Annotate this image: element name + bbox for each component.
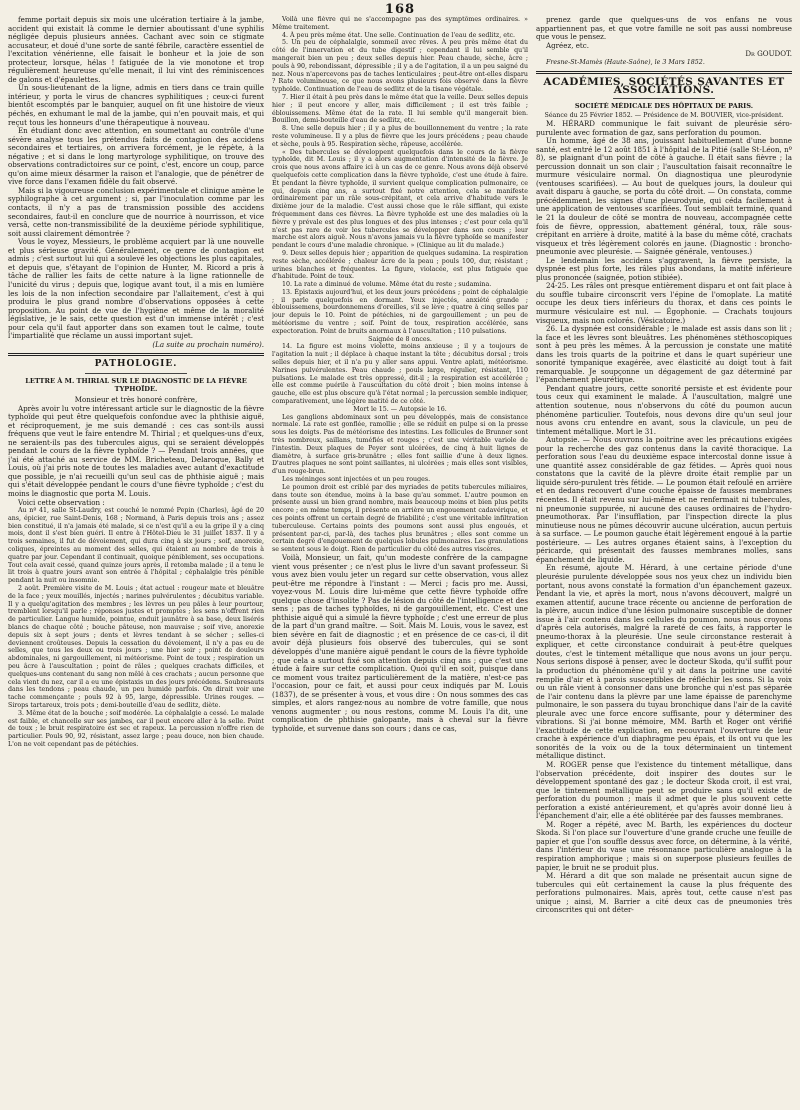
society-paragraph: Pendant quatre jours, cette sonorité persiste et est évidente pour tous ceux qui examinent le malade. À l'auscultation, malgré une attention soutenue, nous n'observons du côté du poumon aucun phénomène particulier. Toutefois, nous devons dire qu'un seul jour nous avons cru entendre en avant, sous la clavicule, un peu de tintement métallique. Mort le 31.: [536, 383, 792, 436]
society-paragraph: 24-25. Les râles ont presque entièrement disparu et ont fait place à du souffle tubaire circonscrit vers l'épine de l'omoplate. La matité occupe les deux tiers inférieurs du thorax, et dans ces points le murmure vésiculaire est nul. — Égophonie. — Crachats toujours visqueux, mais non colorés. (Vésicatoire.): [536, 281, 792, 325]
columns: [8, 16, 792, 1106]
title-underline: [613, 98, 715, 99]
observation-paragraph: Le poumon droit est criblé par des myriades de petits tubercules miliaires, dans toute son étendue, moins à la base qu'au sommet. L'autre poumon en présente aussi un bien grand nombre, mais beaucoup moins et bien plus petits encore ; en même temps, il présente en arrière un engouement cadavérique, et ces points offrent un certain degré de friabilité ; c'est une véritable infiltration tuberculeuse. Certains points des poumons sont aussi plus engoués, et présentent par-ci, par-là, des taches plus brunâtres ; elles sont comme un certain degré d'engouement de quelques lobules pulmonaires. Les granulations se sentent sous le doigt. Rien de particulier du côté des autres viscères.: [272, 483, 528, 554]
section-divider: [8, 353, 264, 356]
section-title-pathologie: PATHOLOGIE.: [94, 359, 178, 370]
closing: Agréez, etc.: [546, 40, 589, 50]
signature-place: Fresne-St-Mamès (Haute-Saône), le 3 Mars 1852.: [546, 58, 705, 66]
col1-paragraph: Vous le voyez, Messieurs, le problème acquiert par là une nouvelle et plus sérieuse gravité. Généralement, ce genre de contagion est admis ; c'est surtout lui qui a soulevé les objections les plus capitales, et depuis que, s'étayant de l'opinion de Hunter, M. Ricord a pris à tâche de rallier les faits de cette nature à la ligne rationnelle de l'unicité du virus ; depuis que, logique avant tout, il a mis en lumière les lois de la non infection secondaire par l'allaitement, c'est à qui produira le plus grand nombre d'observations opposées à cette proposition. Au point de vue de l'hygiène et même de la moralité législative, je le sais, cette question est d'un immense intérêt ; c'est pour cela qu'il faut apporter dans son examen tout le calme, toute l'impartialité que réclame un aussi important sujet.: [8, 237, 264, 341]
page-number: 168: [384, 2, 416, 17]
society-paragraph: Autopsie. — Nous ouvrons la poitrine avec les précautions exigées pour la recherche des gaz contenus dans la cavité thoracique. La perforation sous l'eau du deuxième espace intercostal donne issue à une quantité assez considérable de gaz fétides. — Après quoi nous constatons que la cavité de la plèvre droite était remplie par un liquide séro-purulent très fétide. — Le poumon était refoulé en arrière et en dedans recouvert d'une couche épaisse de fausses membranes récentes. Il était revenu sur lui-même et ne renfermait ni tubercules, ni pneumonie suppurée, ni aucune des causes ordinaires de l'hydro-pneumothorax. Par l'insufflation, par l'inspection directe la plus minutieuse nous ne pûmes découvrir aucune ulcération, aucun pertuis à sa surface. — Le poumon gauche était légèrement engoué à la partie postérieure. — Les autres organes étaient sains, à l'exception du péricarde, qui présentait des fausses membranes molles, sans épanchement de liquide.: [536, 435, 792, 564]
column-2: [272, 16, 528, 1106]
observation-paragraph: 14. La figure est moins violette, moins anxieuse ; il y a toujours de l'agitation la nuit ; il déplace à chaque instant la tête ; décubitus dorsal ; trois selles depuis hier, et il n'a pu y aller sans appui. Ventre aplati, météorisme. Narines pulvérulentes. Peau chaude ; pouls large, régulier, résistant, 110 pulsations. Le malade est très oppressé, dit-il ; la respiration est accélérée ; elle est comme puérile à l'auscultation du côté droit ; bien moins intense à gauche, elle est plus obscure qu'à l'état normal ; la percussion semble indiquer, comparativement, une légère matité de ce côté.: [272, 343, 528, 406]
society-paragraph: 26. La dyspnée est considérable ; le malade est assis dans son lit ; la face et les lèvres sont bleuâtres. Les phénomènes stéthoscopiques sont à peu près les mêmes. À la percussion je constate une matité dans les trois quarts de la poitrine et dans le quart supérieur une sonorité tympanique exagérée, avec élasticité au doigt tout à fait remarquable. Je soupçonne un dégagement de gaz déterminé par l'épanchement pleurétique.: [536, 324, 792, 385]
col1-paragraph: Mais si la vigoureuse conclusion expérimentale et clinique amène le syphilographe à cet argument ; si, par l'inoculation comme par les contacts, il n'y a pas de transmission possible des accidens secondaires, faut-il en conclure que de nourrice à nourrisson, et vice versâ, cette non-transmissibilité de la deuxième période syphilitique, soit aussi clairement démontrée ?: [8, 185, 264, 238]
society-paragraph: En résumé, ajoute M. Hérard, à une certaine période d'une pleurésie purulente développée sous nos yeux chez un individu bien portant, nous avons constaté la formation d'un épanchement gazeux. Pendant la vie, et après la mort, nous n'avons découvert, malgré un examen attentif, aucune trace récente ou ancienne de perforation de la plèvre, aucun indice d'une lésion pulmonaire susceptible de donner issue à l'air contenu dans les cellules du poumon, nous nous croyons d'après cela autorisés, malgré la rareté de ces faits, à rapporter le pneumo-thorax à la pleurésie. Une seule circonstance resterait à expliquer, et cette circonstance conduirait à peut-être quelques doutes, c'est le tintement métallique que nous avons un jour perçu. Nous serions disposé à penser, avec le docteur Skoda, qu'il suffit pour la production du phénomène qu'il y ait dans la poitrine une cavité remplie d'air et à parois susceptibles de réfléchir les sons. Si la voix ou un râle vient à consonner dans une bronche qui n'est pas séparée de l'air contenu dans la plèvre par une lame épaisse de parenchyme pulmonaire, le son passera du tuyau bronchique dans l'air de la cavité pleurale avec une force encore suffisante, pour y déterminer des vibrations. Si j'ai bonne mémoire, MM. Barth et Roger ont vérifié l'exactitude de cette explication, en recouvrant l'ouverture de leur crache à expérience d'un diaphragme peu épais, et ils ont vu que les sonorités de la voix ou de la toux déterminaient un tintement métallique distinct.: [536, 563, 792, 761]
society-paragraph: M. HÉRARD communique le fait suivant de pleurésie séro-purulente avec formation de gaz, sans perforation du poumon.: [536, 118, 792, 137]
observation-paragraph: 13. Épistaxis aujourd'hui, et les deux jours précédens ; point de céphalalgie ; il parle quelquefois en dormant. Yeux injectés, anxiété grande ; éblouissemens, bourdonnemens d'oreilles, s'il se lève ; quatre à cinq selles par jour depuis le 10. Point de pétéchies, ni de gargouillement ; un peu de météorisme du ventre ; soif. Point de toux, respiration accélérée, sans expectoration. Point de bruits anormaux à l'auscultation ; 110 pulsations.: [272, 288, 528, 335]
observation-paragraph: 7. Hier il était à peu près dans le même état que la veille. Deux selles depuis hier ; il peut encore y aller, mais difficilement ; il est très faible ; éblouissemens. Même état de la rate. Il lui semble qu'il mangerait bien. Bouillon, demi-bouteille d'eau de sedlitz, etc.: [272, 93, 528, 125]
observation-paragraph: Voilà une fièvre qui ne s'accompagne pas des symptômes ordinaires. » Même traitement.: [272, 16, 528, 31]
observation-paragraph: 5. Un peu de céphalalgie, sommeil avec rêves. À peu près même état du côté de l'innervation et du tube digestif ; cependant il lui semble qu'il mangerait bien un peu ; deux selles depuis hier. Peau chaude, sèche, âcre ; pouls à 90, rebondissant, dépressible ; il y a de l'agitation, il a un peu saigné du nez. Nous n'apercevons pas de taches lenticulaires ; peut-être ont-elles disparu ? Rate volumineuse, ce que nous avons plusieurs fois observé dans la fièvre typhoïde. Continuation de l'eau de sedlitz et de la tisane végétale.: [272, 39, 528, 94]
column-1: [8, 16, 264, 1106]
letter-paragraph: prenez garde que quelques-uns de vos enfans ne vous appartiennent pas, et que votre famille ne soit pas aussi nombreuse que vous le pensez.: [536, 16, 792, 42]
col1-paragraph: Un sous-lieutenant de la ligne, admis en tiers dans ce train quille intérieur, y porta le virus de chancres syphilitiques ; ceux-ci furent bientôt escomptés par le banquier, auquel on fit une histoire de vieux péchés, en exhumant le mal de la jambe, qui n'en pouvait mais, et qui reçut tous les honneurs d'une thérapeutique à nouveau.: [8, 83, 264, 127]
section-divider: [536, 71, 792, 74]
letter-title: LETTRE À M. THIRIAL SUR LE DIAGNOSTIC DE LA FIÈVRE TYPHOÏDE.: [25, 376, 247, 394]
observation-paragraph: 2 août. Première visite de M. Louis ; état actuel : rougeur mate et bleuâtre de la face ; yeux mouillés, injectés ; narines pulvérulentes ; décubitus variable. Il y a quelqu'agitation des membres ; les lèvres un peu pâles à leur pourtour, tremblent lorsqu'il parle ; réponses justes et promptes ; les sens n'offrent rien de particulier. Langue humide, pointue, enduit jaunâtre à sa base, deux lisérés blancs de chaque côté ; bouche pâteuse, non mauvaise ; soif vive, anorexie depuis six à sept jours ; dents et lèvres tendant à se sécher ; selles-ci deviennent croûteuses. Depuis la cessation du dévoiement, il n'y a pas eu de selles, que tous les deux ou trois jours ; une hier soir ; point de douleurs abdominales, ni gargouillement, ni météorisme. Point de toux ; respiration un peu âcre à l'auscultation ; point de râles ; quelques crachats difficiles, et quelques-uns contenant du sang non mêlé à ces crachats ; aucun personne que cela vient du nez, car il a eu une épistaxis un des jours précédens. Soubresauts dans les tendons ; peau chaude, un peu humide parfois. On dirait voir une tache commençante ; pouls 92 à 95, large, dépressible. Urines rouges. — Sirops tartareux, trois pots ; demi-bouteille d'eau de sedlitz, diète.: [8, 585, 264, 709]
section-title-academies: ACADÉMIES, SOCIÉTÉS SAVANTES ET ASSOCIATIONS.: [543, 75, 785, 97]
col1-paragraph: En étudiant donc avec attention, en soumettant au contrôle d'une sévère analyse tous les prétendus faits de contagion des accidens secondaires et tertiaires, on arrivera forcément, je le répète, à la négative ; et si dans le long martyrologe syphilitique, on trouve des observations contradictoires sur ce point, c'est, encore un coup, parce qu'on aime mieux désarmer la raison et l'analogie, que de pénétrer de vive force dans l'examen fidèle du fait observé.: [8, 126, 264, 187]
continued-note: (La suite au prochain numéro).: [152, 339, 264, 349]
observation-paragraph: 3. Même état de la bouche ; soif modérée. La céphalalgie a cessé. Le malade est faible, et chancelle sur ses jambes, car il peut encore aller à la selle. Point de toux ; le bruit respiratoire est sec et rapeux. La percussion n'offre rien de particulier. Pouls 90, 92, résistant, assez large ; peau douce, non bien chaude. L'on ne voit cependant pas de pétéchies.: [8, 709, 264, 748]
observation-paragraph: 4. À peu près même état. Une selle. Continuation de l'eau de sedlitz, etc.: [282, 31, 516, 39]
observation-paragraph: Au nº 41, salle St-Laudry, est couché le nommé Pepin (Charles), âgé de 20 ans, épicier, rue Saint-Denis, 168 ; Normand, à Paris depuis trois ans ; assez bien constitué, il n'a jamais été malade, si ce n'est qu'il a eu la gripe il y a cinq mois, dont il s'est bien guéri. Il entre à l'Hôtel-Dieu le 31 juillet 1837. Il y a trois semaines, il fut de dévoiement, qui dura cinq à six jours ; soif, anorexie, coliques, épreintes au moment des selles, qui étaient au nombre de trois à quatre par jour. Cependant il continuait, quoique péniblement, ses occupations. Tout cela avait cessé, quand quinze jours après, il retomba malade ; il a tenu le lit trois à quatre jours avant son entrée à l'hôpital ; céphalalgie très pénible pendant la nuit ou insomnie.: [8, 507, 264, 585]
signature: Dr GOUDOT.: [745, 49, 792, 59]
observation-paragraph: Saignée de 8 onces.: [368, 335, 432, 343]
society-title: SOCIÉTÉ MÉDICALE DES HÔPITAUX DE PARIS.: [574, 101, 754, 110]
title-underline: [85, 373, 187, 374]
society-paragraph: M. Roger a répété, avec M. Barth, les expériences du docteur Skoda. Si l'on place sur l'ouverture d'une grande cruche une feuille de papier et que l'on souffle dessus avec force, on détermine, à la vérité, dans l'intérieur du vase une résonnance particulière analogue à la respiration amphorique ; mais si on superpose plusieurs feuilles de papier, le bruit ne se produit plus.: [536, 819, 792, 872]
salutation: Monsieur et très honoré confrère,: [74, 394, 198, 404]
society-paragraph: Le lendemain les accidens s'aggravent, la fièvre persiste, la dyspnée est plus forte, les râles plus abondans, la matité inférieure plus prononcée (saignée, potion stibiée).: [536, 255, 792, 282]
letter-paragraph: Après avoir lu votre intéressant article sur le diagnostic de la fièvre typhoïde qui peut être quelquefois confondue avec la phthisie aiguë, et réciproquement, je me suis demandé : ces cas sont-ils aussi fréquens que veut le faire entendre M. Thirial ; et quelques-uns d'eux, ne seraient-ils pas des tubercules aigus, qui se seraient développés pendant le cours de la fièvre typhoïde ? — Pendant trois années, que j'ai été attaché au service de MM. Bricheteau, Delaroque, Bally et Louis, où j'ai pris note de toutes les maladies avec autant d'exactitude que possible, je n'ai recueilli qu'un seul cas de phthisie aiguë ; mais qui s'était développée pendant le cours d'une fièvre typhoïde ; c'est du moins le diagnostic que porta M. Louis.: [8, 403, 264, 498]
column-3: [536, 16, 792, 1106]
observation-paragraph: Les méninges sont injectées et un peu rouges.: [282, 476, 431, 484]
letter-paragraph: Voilà, Monsieur, un fait, qu'un modeste confrère de la campagne vient vous présenter ; ce n'est plus le livre d'un savant professeur. Si vous avez bien voulu jeter un regard sur cette observation, vous allez peut-être me répondre à l'instant : — Merci ; facis pro me. Aussi, voyez-vous M. Louis dire lui-même que cette fièvre typhoïde offre quelque chose d'insolite ? Pas de lésion du côté de l'intelligence et des sens ; pas de taches typhoïdes, ni de gargouillement, etc. C'est une phthisie aiguë qui a simulé la fièvre typhoïde ; c'est une erreur de plus de la part d'un grand maître. — Soit. Mais M. Louis, vous le savez, est bien sévère en fait de diagnostic ; et en présence de ce cas-ci, il dit avoir déjà plusieurs fois observé des tubercules, qui se sont développés d'une manière aiguë pendant le cours de la fièvre typhoïde ; que cela a surtout fixé son attention depuis cinq ans ; que c'est une étude à faire sur cette complication. Quoi qu'il en soit, puisque dans ce moment vous traitez particulièrement de la matière, n'est-ce pas l'occasion, pour ce fait, et aussi pour ceux indiqués par M. Louis (1837), de se présenter à vous, et vous dire : On nous sommes des cas simples, et alors rangez-nous au nombre de votre famille, que nous venons augmenter ; ou nous restons, comme M. Louis l'a dit, une complication de phthisie galopante, mais à cheval sur la fièvre typhoïde, et survenue dans son cours ; dans ce cas,: [272, 552, 528, 733]
observation-paragraph: « Des tubercules se développent quelquefois dans le cours de la fièvre typhoïde, dit M. Louis ; il y a alors augmentation d'intensité de la fièvre. Je crois que nous avons affaire ici à un cas de ce genre. Nous avons déjà observé quelquefois cette complication dans la fièvre typhoïde, c'est une étude à faire. Et pendant la fièvre typhoïde, il survient quelque complication pulmonaire, ce qui, depuis cinq ans, a surtout fixé notre attention, cela se manifeste ordinairement par un râle sous-crépitant, et cela arrive d'habitude vers le dixième jour de la maladie. C'est aussi chose que le râle sifflant, qui existe fréquemment dans ces fièvres. La fièvre typhoïde est une des maladies où la fièvre y prévale est des plus longues et des plus intenses ; c'est pour cela qu'il n'est pas rare de voir les tubercules se développer dans son cours ; leur marche est alors aiguë. Nous n'avons jamais vu la fièvre typhoïde se manifester pendant le cours d'une maladie chronique. » (Clinique au lit du malade.): [272, 148, 528, 250]
society-paragraph: Un homme, âgé de 38 ans, jouissant habituellement d'une bonne santé, est entré le 12 août 1851 à l'hôpital de la Pitié (salle St-Léon, nº 8), se plaignant d'un point de côté à gauche. Il était sans fièvre ; la percussion donnait un son clair ; l'auscultation faisait reconnaître le murmure vésiculaire normal. On diagnostiqua une pleurodynie (ventouses scarifiées). — Au bout de quelques jours, la douleur qui avait disparu à gauche, se porta du côté droit. — On constata, comme précédemment, les signes d'une pleurodynie, qui céda facilement à une application de ventouses scarifiées. Tout semblait terminé, quand le 21 la douleur de côté se montra de nouveau, accompagnée cette fois de fièvre, oppression, abattement général, toux, râle sous-crépitant en arrière à droite, matité à la base du même côté, crachats visqueux et très légèrement colorés en jaune. (Diagnostic : broncho-pneumonie avec pleurésie. — Saignée générale, ventouses.): [536, 136, 792, 257]
observation-paragraph: Mort le 15. — Autopsie le 16.: [353, 405, 447, 413]
observation-paragraph: 10. La rate a diminué de volume. Même état du reste ; sudamina.: [282, 281, 492, 289]
observation-paragraph: Les ganglions abdominaux sont un peu développés, mais de consistance normale. La rate est gonflée, ramollie ; elle se réduit en pulpe si on la presse sous les doigts. Pas de météorisme des intestins. Les follicules de Brunner sont très nombreux, saillans, tuméfiés et rouges ; c'est une véritable variole de l'intestin. Deux plaques de Peyer sont ulcérées, de cinq à huit lignes de diamètre, à surface gris-brunâtre ; elles font saillie d'une à deux lignes. D'autres plaques ne sont point saillantes, ni ulcérées ; mais elles sont visibles, d'un rouge-brun.: [272, 413, 528, 476]
observation-paragraph: 9. Deux selles depuis hier ; apparition de quelques sudamina. La respiration reste sèche, accélérée ; chaleur âcre de la peau ; pouls 100, dur, résistant ; urines blanches et fréquentes. La figure, violacée, est plus fatiguée que d'habitude. Point de toux.: [272, 249, 528, 281]
society-paragraph: M. ROGER pense que l'existence du tintement métallique, dans l'observation précédente, doit inspirer des doutes sur le développement spontané des gaz ; le docteur Skoda croit, il est vrai, que le tintement métallique peut se produire sans qu'il existe de perforation du poumon ; mais il admet que le plus souvent cette perforation a existé antérieurement, et qu'après avoir donné lieu à l'épanchement d'air, elle a été oblitérée par des fausses membranes.: [536, 759, 792, 821]
col1-paragraph: femme portait depuis six mois une ulcération tertiaire à la jambe, accident qui existait là comme le dernier aboutissant d'une syphilis négligée depuis plusieurs années. Cachant avec soin ce stigmate accusateur, et doué d'une sorte de santé fébrile, caractère essentiel de l'excitation vénérienne, elle faisait le bonheur et la joie de son protecteur, lorsque, hélas ! fatiguée de la vie monotone et trop régulièrement heureuse qu'elle menait, il lui vint des réminiscences de galons et d'épaulettes.: [8, 16, 264, 84]
session-line: Séance du 25 Février 1852. — Présidence de M. BOUVIER, vice-président.: [544, 112, 784, 120]
society-paragraph: M. Hérard a dit que son malade ne présentait aucun signe de tubercules qui eût certainement la cause la plus fréquente des perforations pulmonaires. Mais, après tout, cette cause n'est pas unique ; ainsi, M. Barrier a cité deux cas de pneumonies très circonscrites qui ont déter-: [536, 871, 792, 915]
letter-paragraph: Voici cette observation :: [18, 497, 105, 507]
observation-paragraph: 8. Une selle depuis hier ; il y a plus de bouillonnement du ventre ; la rate reste volumineuse. Il y a plus de fièvre que les jours précédens ; peau chaude et sèche, pouls à 95. Respiration sèche, râpeuse, accélérée.: [272, 125, 528, 148]
